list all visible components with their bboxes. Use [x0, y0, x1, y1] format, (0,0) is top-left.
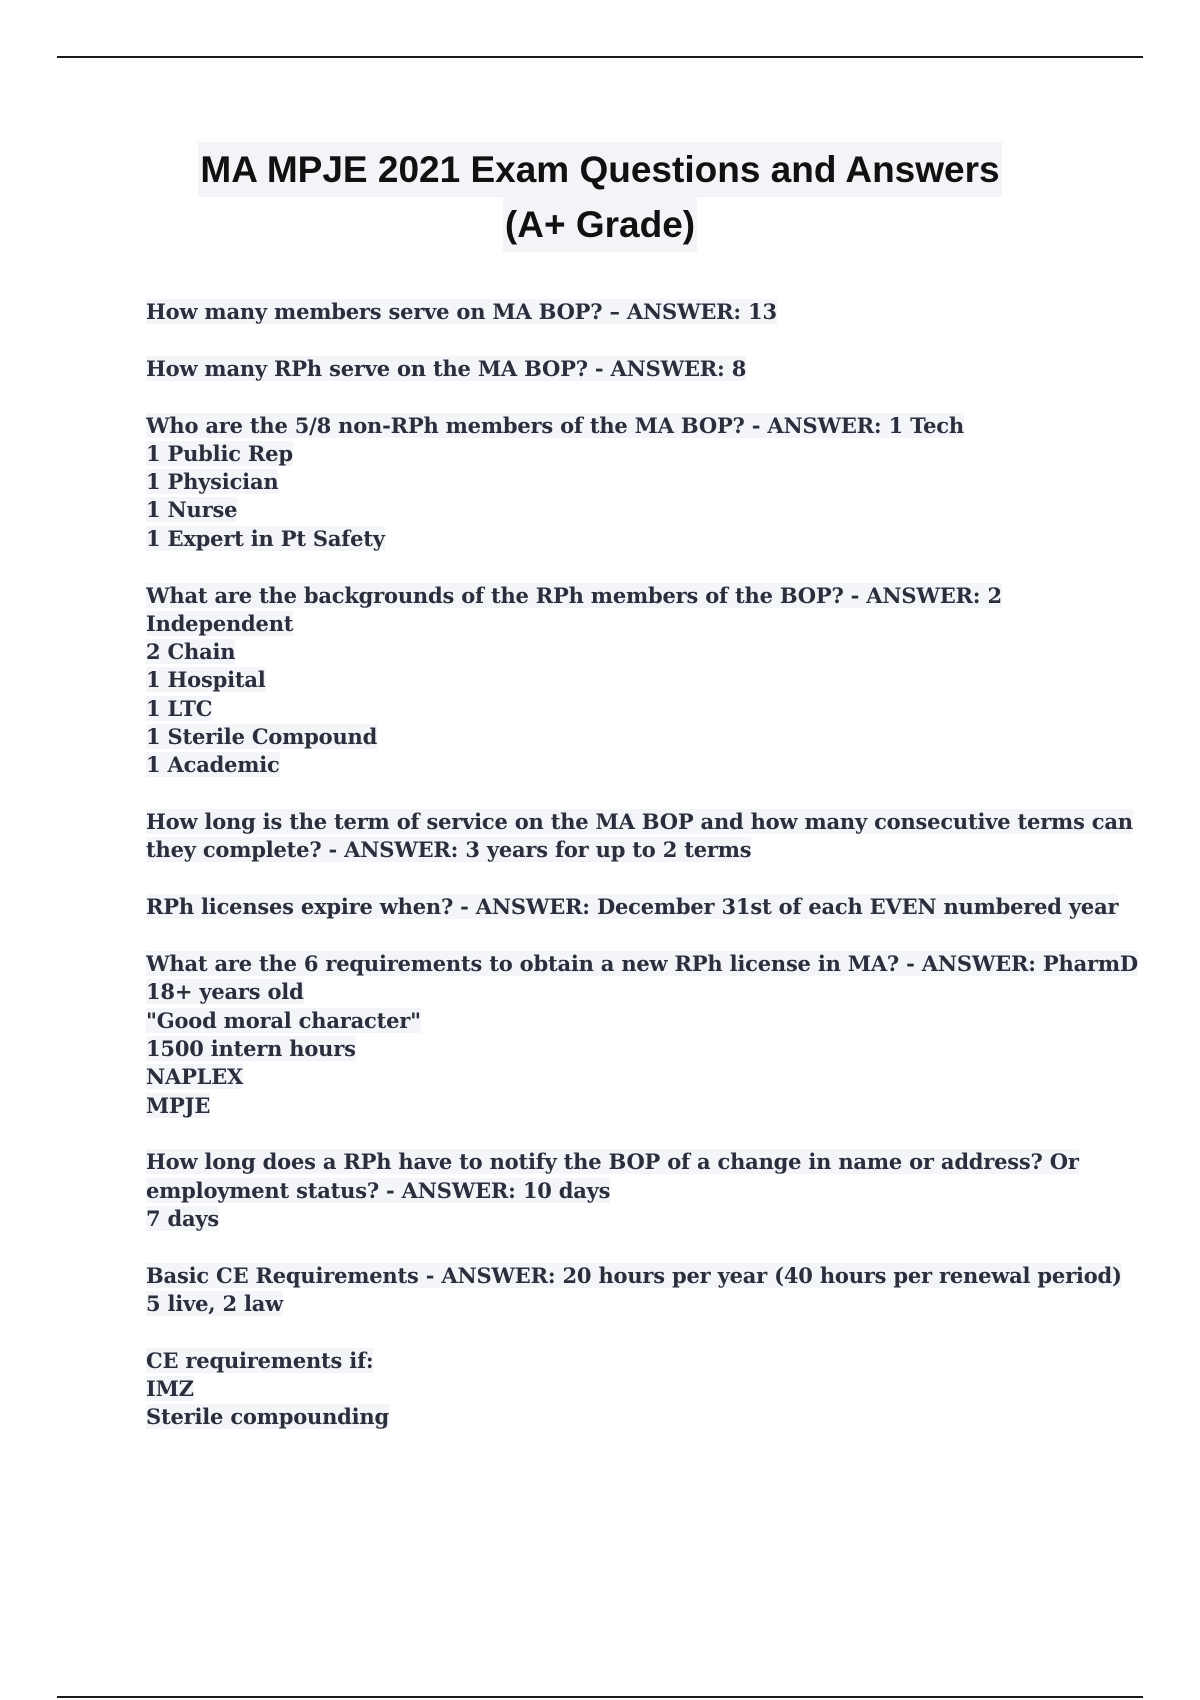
qa-answer-line: [146, 1035, 1091, 1063]
qa-line-text: CE requirements if:: [146, 1347, 374, 1373]
qa-answer-line: [146, 638, 1091, 666]
qa-answer-line: [146, 525, 1091, 553]
title-line-2: (A+ Grade): [503, 197, 697, 252]
qa-answer-line: [146, 1290, 1091, 1318]
qa-line-text: Who are the 5/8 non-RPh members of the MA BOP? - ANSWER: 1 Tech: [146, 412, 964, 438]
qa-entry: [146, 298, 1091, 326]
qa-answer-line: [146, 666, 1091, 694]
qa-line-text: 1 Expert in Pt Safety: [146, 525, 385, 551]
qa-answer-line: [146, 978, 1091, 1006]
qa-line-text: 1 LTC: [146, 695, 213, 721]
qa-answer-line: [146, 836, 1091, 864]
qa-question-line: [146, 298, 1091, 326]
qa-answer-line: [146, 1403, 1091, 1431]
qa-line-text: MPJE: [146, 1092, 211, 1118]
qa-entry: [146, 950, 1138, 1120]
qa-question-line: [146, 412, 1091, 440]
qa-line-text: How many RPh serve on the MA BOP? - ANSWER: 8: [146, 355, 747, 381]
qa-answer-line: [146, 610, 1091, 638]
qa-answer-line: [146, 1375, 1091, 1403]
qa-answer-line: [146, 751, 1091, 779]
qa-line-text: 5 live, 2 law: [146, 1291, 284, 1317]
bottom-rule: [57, 1696, 1143, 1698]
top-rule: [57, 56, 1143, 58]
qa-question-line: [146, 893, 1119, 921]
qa-line-text: 1 Physician: [146, 469, 279, 495]
qa-question-line: [146, 1347, 1091, 1375]
qa-entry: [146, 808, 1133, 865]
qa-answer-line: [146, 1063, 1091, 1091]
title-line-1: MA MPJE 2021 Exam Questions and Answers: [198, 142, 1001, 197]
qa-entry: [146, 582, 1091, 780]
qa-line-text: 1 Nurse: [146, 497, 238, 523]
qa-line-text: employment status? - ANSWER: 10 days: [146, 1177, 611, 1203]
qa-answer-line: [146, 1177, 1091, 1205]
qa-line-text: How long does a RPh have to notify the BOP of a change in name or address? Or: [146, 1149, 1079, 1175]
qa-entry: [146, 1148, 1091, 1233]
qa-entry: [146, 1262, 1122, 1319]
qa-line-text: NAPLEX: [146, 1064, 244, 1090]
qa-line-text: RPh licenses expire when? - ANSWER: December 31st of each EVEN numbered year: [146, 894, 1119, 920]
qa-line-text: Independent: [146, 610, 294, 636]
qa-line-text: IMZ: [146, 1376, 194, 1402]
qa-answer-line: [146, 468, 1091, 496]
qa-question-line: [146, 355, 1091, 383]
qa-answer-line: [146, 1092, 1091, 1120]
qa-entry: [146, 893, 1119, 921]
qa-question-line: [146, 950, 1138, 978]
qa-line-text: they complete? - ANSWER: 3 years for up to 2 terms: [146, 837, 752, 863]
page-title: [100, 142, 1100, 252]
qa-line-text: What are the 6 requirements to obtain a new RPh license in MA? - ANSWER: PharmD: [146, 951, 1138, 977]
qa-line-text: What are the backgrounds of the RPh members of the BOP? - ANSWER: 2: [146, 582, 1002, 608]
qa-line-text: How many members serve on MA BOP? – ANSWER: 13: [146, 299, 777, 324]
qa-line-text: How long is the term of service on the MA BOP and how many consecutive terms can: [146, 809, 1133, 835]
qa-line-text: 1 Academic: [146, 752, 280, 778]
qa-line-text: 1 Sterile Compound: [146, 724, 378, 750]
qa-line-text: Basic CE Requirements - ANSWER: 20 hours per year (40 hours per renewal period): [146, 1262, 1122, 1288]
qa-answer-line: [146, 496, 1091, 524]
qa-question-line: [146, 582, 1091, 610]
qa-answer-line: [146, 695, 1091, 723]
qa-line-text: 1 Public Rep: [146, 440, 293, 466]
qa-entry: [146, 412, 1091, 553]
qa-answer-line: [146, 723, 1091, 751]
qa-entry: [146, 1347, 1091, 1432]
qa-line-text: 2 Chain: [146, 639, 236, 665]
qa-line-text: Sterile compounding: [146, 1404, 389, 1430]
qa-line-text: 18+ years old: [146, 979, 304, 1005]
qa-question-line: [146, 1148, 1091, 1176]
qa-question-line: [146, 1262, 1122, 1290]
qa-answer-line: [146, 440, 1091, 468]
qa-line-text: 1 Hospital: [146, 667, 266, 693]
qa-line-text: 7 days: [146, 1205, 220, 1231]
qa-question-line: [146, 808, 1133, 836]
qa-line-text: 1500 intern hours: [146, 1035, 356, 1061]
qa-line-text: "Good moral character": [146, 1007, 421, 1033]
qa-answer-line: [146, 1007, 1091, 1035]
qa-answer-line: [146, 1205, 1091, 1233]
qa-list: [146, 298, 1138, 1460]
qa-entry: [146, 355, 1091, 383]
